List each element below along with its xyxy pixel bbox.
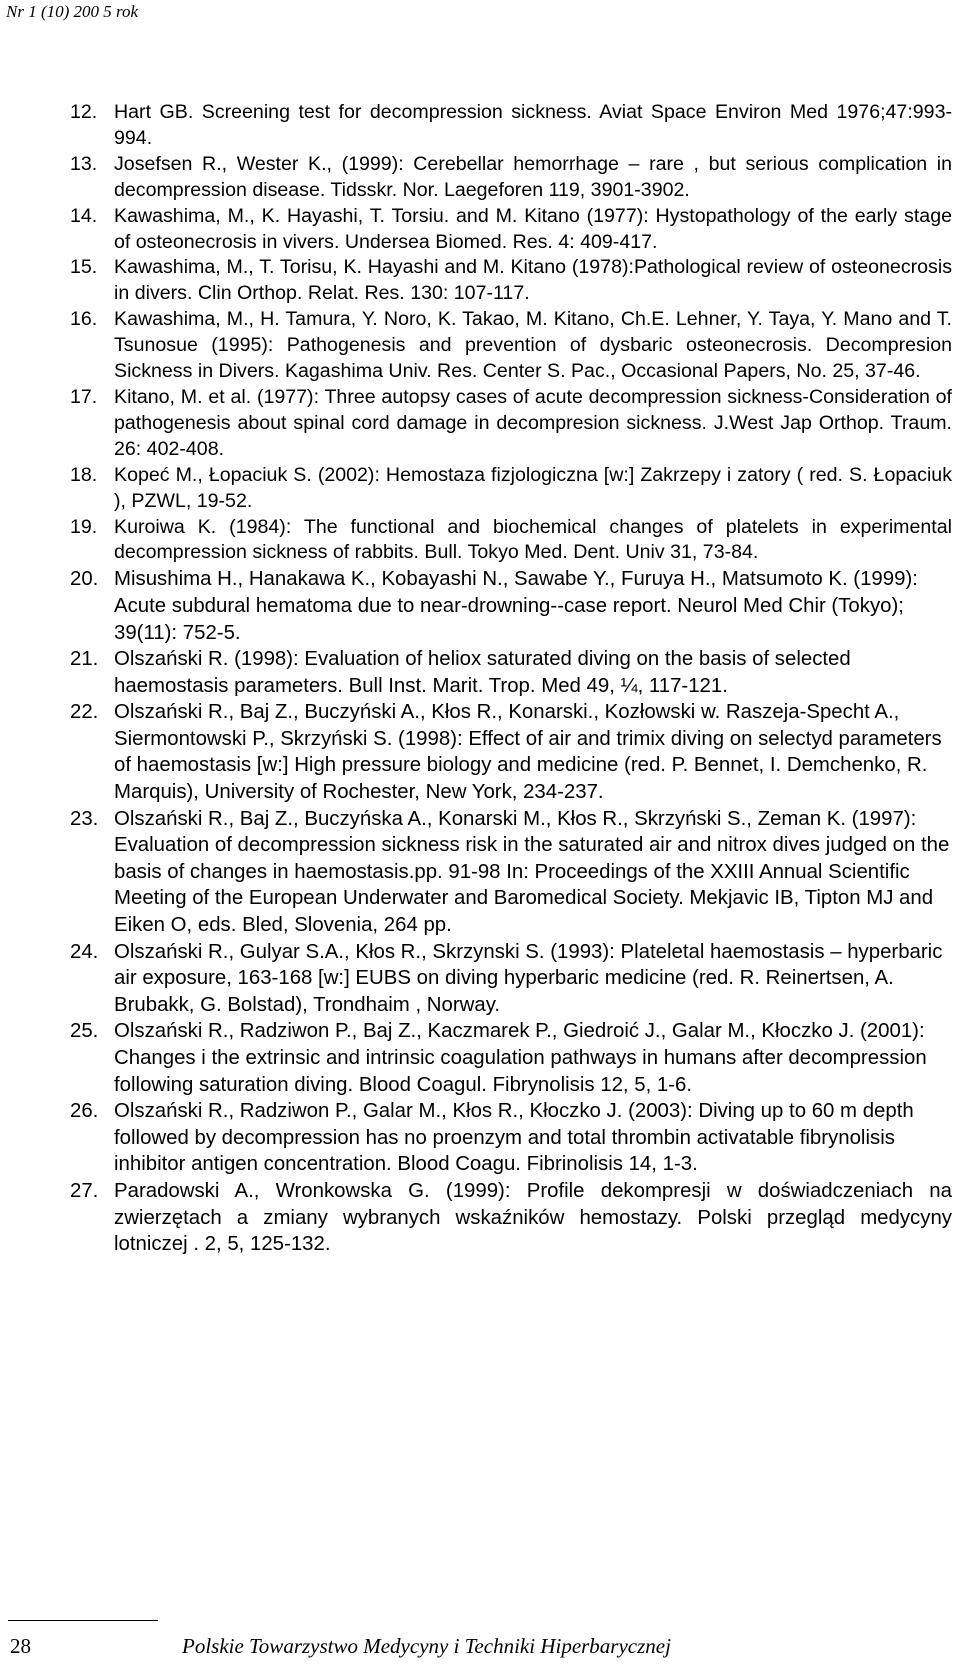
reference-item xyxy=(70,307,952,385)
reference-text: Kopeć M., Łopaciuk S. (2002): Hemostaza fizjologiczna [w:] Zakrzepy i zatory ( red. S. Łopaciuk ), PZWL, 19-52. xyxy=(114,463,952,512)
reference-item xyxy=(70,100,952,152)
reference-item xyxy=(70,152,952,204)
reference-text: Olszański R., Radziwon P., Baj Z., Kaczmarek P., Giedroić J., Galar M., Kłoczko J. (2001): Changes i the extrinsic and intrinsic coagulation pathways in humans after decompression following saturation diving. Blood Coagul. Fibrynolisis 12, 5, 1-6. xyxy=(114,1020,927,1096)
running-header: Nr 1 (10) 200 5 rok xyxy=(6,2,139,21)
reference-item xyxy=(70,255,952,307)
reference-list xyxy=(70,100,952,1258)
reference-text: Paradowski A., Wronkowska G. (1999): Profile dekompresji w doświadczeniach na zwierzętach a zmiany wybranych wskaźników hemostazy. Polski przegląd medycyny lotniczej . 2, 5, 125-132. xyxy=(114,1179,952,1256)
reference-text: Kawashima, M., K. Hayashi, T. Torsiu. and M. Kitano (1977): Hystopathology of the early stage of osteonecrosis in vivers. Undersea Biomed. Res. 4: 409-417. xyxy=(114,204,952,253)
reference-number: 19. xyxy=(70,515,98,538)
reference-number: 25. xyxy=(70,1020,99,1043)
page-number: 28 xyxy=(10,1634,31,1658)
reference-item xyxy=(70,385,952,463)
reference-text: Kuroiwa K. (1984): The functional and biochemical changes of platelets in experimental decompression sickness of rabbits. Bull. Tokyo Med. Dent. Univ 31, 73-84. xyxy=(114,515,952,564)
reference-text: Olszański R., Radziwon P., Galar M., Kłos R., Kłoczko J. (2003): Diving up to 60 m depth followed by decompression has no proenzym and total thrombin activatable fibrynolisis inhibitor antigen concentration. Blood Coagu. Fibrinolisis 14, 1-3. xyxy=(114,1100,914,1176)
reference-number: 16. xyxy=(70,308,98,331)
reference-text: Olszański R., Baj Z., Buczyńska A., Konarski M., Kłos R., Skrzyński S., Zeman K. (1997): Evaluation of decompression sickness risk in the saturated air and nitrox dives judged on the basis of changes in haemostasis.pp. 91-98 In: Proceedings of the XXIII Annual Scientific Meeting of the European Underwater and Baromedical Society. Mekjavic IB, Tipton MJ and Eiken O, eds. Bled, Slovenia, 264 pp. xyxy=(114,807,950,937)
reference-item xyxy=(70,1098,952,1178)
footer-divider xyxy=(8,1620,158,1621)
reference-number: 27. xyxy=(70,1179,99,1202)
reference-item xyxy=(70,646,952,699)
reference-text: Olszański R. (1998): Evaluation of heliox saturated diving on the basis of selected haemostasis parameters. Bull Inst. Marit. Trop. Med 49, ¼, 117-121. xyxy=(114,648,851,697)
reference-number: 14. xyxy=(70,204,98,227)
reference-item xyxy=(70,1178,952,1258)
reference-number: 21. xyxy=(70,648,99,671)
reference-number: 20. xyxy=(70,568,99,591)
reference-text: Hart GB. Screening test for decompression sickness. Aviat Space Environ Med 1976;47:993-994. xyxy=(114,101,952,149)
reference-number: 17. xyxy=(70,385,98,408)
reference-text: Misushima H., Hanakawa K., Kobayashi N., Sawabe Y., Furuya H., Matsumoto K. (1999): Acute subdural hematoma due to near-drowning--case report. Neurol Med Chir (Tokyo); 39(11): 752-5. xyxy=(114,568,918,644)
reference-number: 26. xyxy=(70,1100,99,1123)
journal-name: Polskie Towarzystwo Medycyny i Techniki Hiperbarycznej xyxy=(182,1634,671,1658)
reference-text: Josefsen R., Wester K., (1999): Cerebellar hemorrhage – rare , but serious complication in decompression disease. Tidsskr. Nor. Laegeforen 119, 3901-3902. xyxy=(114,152,952,201)
reference-item xyxy=(70,463,952,515)
reference-item xyxy=(70,806,952,939)
reference-text: Olszański R., Baj Z., Buczyński A., Kłos R., Konarski., Kozłowski w. Raszeja-Specht A., Siermontowski P., Skrzyński S. (1998): Effect of air and trimix diving on selectyd parameters of haemostasis [w:] High pressure biology and medicine (red. P. Bennet, I. Demchenko, R. Marquis), University of Rochester, New York, 234-237. xyxy=(114,701,942,804)
reference-text: Kawashima, M., H. Tamura, Y. Noro, K. Takao, M. Kitano, Ch.E. Lehner, Y. Taya, Y. Mano and T. Tsunosue (1995): Pathogenesis and prevention of dysbaric osteonecrosis. Decompresion Sickness in Divers. Kagashima Univ. Res. Center S. Pac., Occasional Papers, No. 25, 37-46. xyxy=(114,308,952,383)
reference-number: 22. xyxy=(70,701,99,724)
reference-text: Olszański R., Gulyar S.A., Kłos R., Skrzynski S. (1993): Plateletal haemostasis – hyperbaric air exposure, 163-168 [w:] EUBS on diving hyperbaric medicine (red. R. Reinertsen, A. Brubakk, G. Bolstad), Trondhaim , Norway. xyxy=(114,940,943,1016)
reference-text: Kitano, M. et al. (1977): Three autopsy cases of acute decompression sickness-Consideration of pathogenesis about spinal cord damage in decompresion sickness. J.West Jap Orthop. Traum. 26: 402-408. xyxy=(114,385,952,460)
reference-item xyxy=(70,939,952,1019)
reference-text: Kawashima, M., T. Torisu, K. Hayashi and M. Kitano (1978):Pathological review of osteonecrosis in divers. Clin Orthop. Relat. Res. 130: 107-117. xyxy=(114,256,952,305)
reference-item xyxy=(70,204,952,256)
reference-item xyxy=(70,566,952,646)
reference-item xyxy=(70,1018,952,1098)
reference-number: 12. xyxy=(70,101,98,123)
reference-number: 13. xyxy=(70,152,98,175)
reference-number: 24. xyxy=(70,940,99,963)
reference-number: 18. xyxy=(70,463,98,486)
reference-item xyxy=(70,699,952,805)
reference-item xyxy=(70,515,952,567)
reference-number: 23. xyxy=(70,807,99,830)
reference-number: 15. xyxy=(70,256,98,279)
